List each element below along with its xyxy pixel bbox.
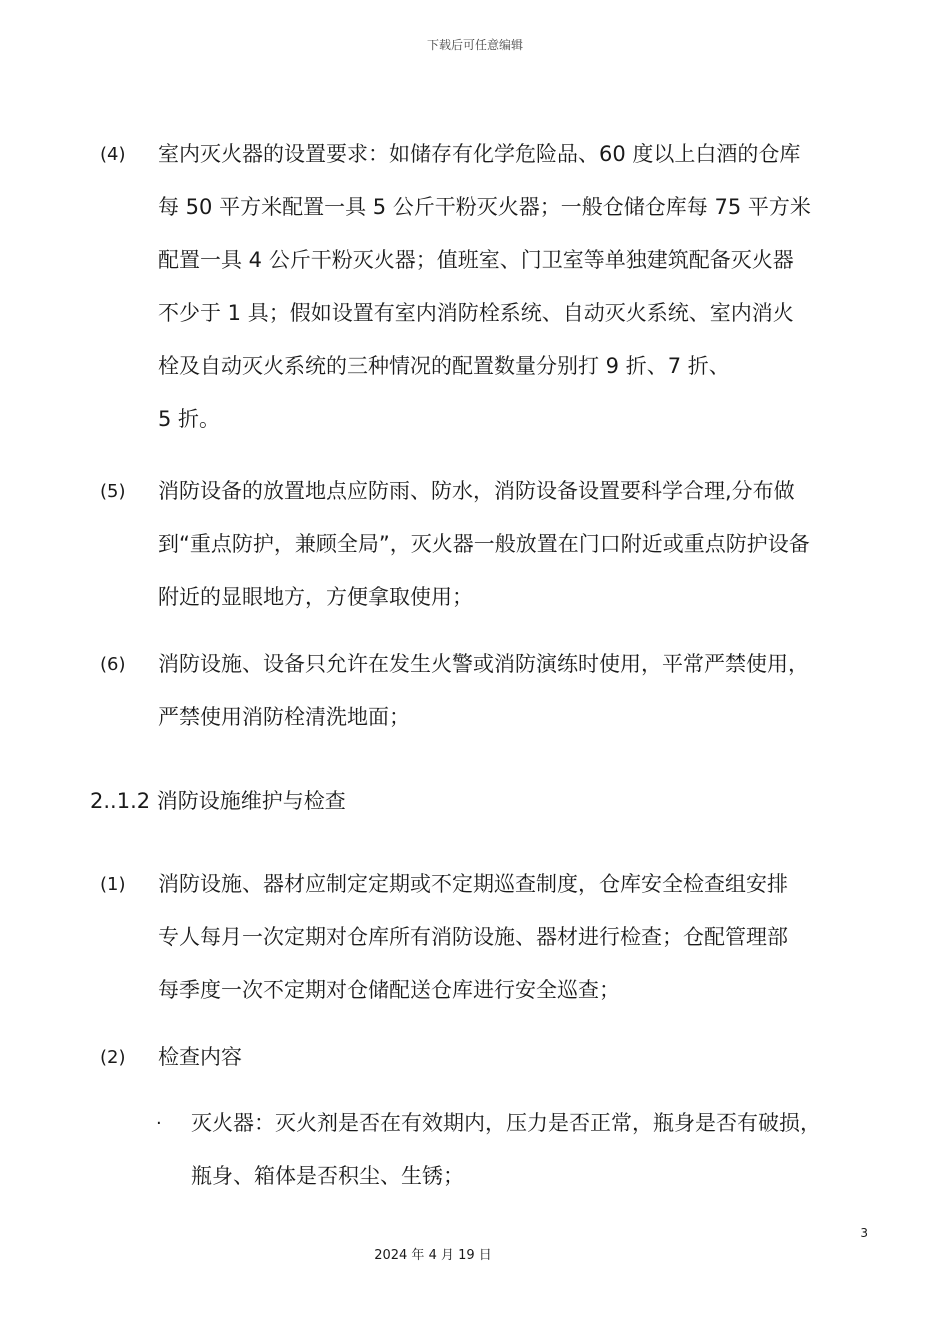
item-text xyxy=(158,638,888,744)
text-line: 消防设施、设备只允许在发生火警或消防演练时使用，平常严禁使用， xyxy=(158,652,809,676)
text-line: 专人每月一次定期对仓库所有消防设施、器材进行检查；仓配管理部 xyxy=(158,925,788,949)
item-number: (5) xyxy=(100,481,126,502)
text-line: 灭火器：灭火剂是否在有效期内，压力是否正常，瓶身是否有破损， xyxy=(191,1111,821,1135)
item-number: (1) xyxy=(100,874,126,895)
page-number: 3 xyxy=(860,1226,868,1240)
section-heading: 2..1.2 消防设施维护与检查 xyxy=(90,789,346,813)
item-number: (4) xyxy=(100,144,126,165)
text-line: 消防设施、器材应制定定期或不定期巡查制度，仓库安全检查组安排 xyxy=(158,872,788,896)
item-number: (6) xyxy=(100,654,126,675)
text-line: 不少于 1 具；假如设置有室内消防栓系统、自动灭火系统、室内消火 xyxy=(158,301,794,325)
item-number: (2) xyxy=(100,1047,126,1068)
footer-date: 2024 年 4 月 19 日 xyxy=(374,1248,492,1263)
text-line: 5 折。 xyxy=(158,407,221,431)
text-line: 到“重点防护，兼顾全局”，灭火器一般放置在门口附近或重点防护设备 xyxy=(158,532,810,556)
text-line: 消防设备的放置地点应防雨、防水，消防设备设置要科学合理,分布做 xyxy=(158,479,795,503)
text-line: 配置一具 4 公斤干粉灭火器；值班室、门卫室等单独建筑配备灭火器 xyxy=(158,248,794,272)
text-line: 每季度一次不定期对仓储配送仓库进行安全巡查； xyxy=(158,978,620,1002)
text-line: 检查内容 xyxy=(158,1045,242,1069)
text-line: 栓及自动灭火系统的三种情况的配置数量分别打 9 折、7 折、 xyxy=(158,354,730,378)
bullet-text xyxy=(191,1097,891,1203)
bullet-dot-icon: · xyxy=(156,1113,162,1134)
header-note: 下载后可任意编辑 xyxy=(426,38,523,52)
text-line: 室内灭火器的设置要求：如储存有化学危险品、60 度以上白酒的仓库 xyxy=(158,142,801,166)
text-line: 每 50 平方米配置一具 5 公斤干粉灭火器；一般仓储仓库每 75 平方米 xyxy=(158,195,811,219)
item-text xyxy=(158,1031,888,1084)
text-line: 严禁使用消防栓清洗地面； xyxy=(158,705,410,729)
text-line: 瓶身、箱体是否积尘、生锈； xyxy=(191,1164,464,1188)
item-text xyxy=(158,128,888,446)
text-line: 附近的显眼地方，方便拿取使用； xyxy=(158,585,473,609)
item-text xyxy=(158,465,888,624)
item-text xyxy=(158,858,888,1017)
